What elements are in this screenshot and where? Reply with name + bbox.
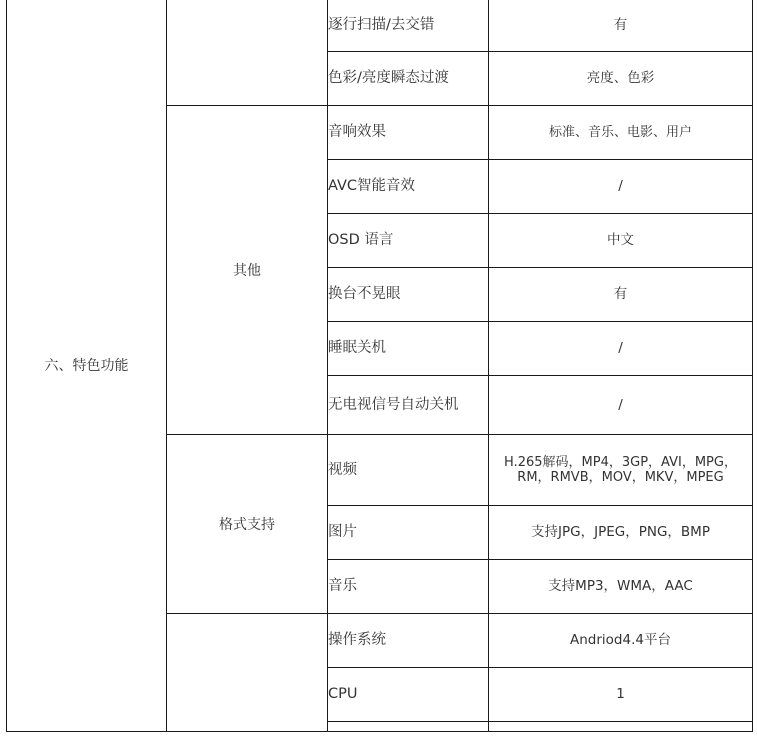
feature-value: 支持MP3，WMA，AAC [548, 578, 693, 594]
table-row [7, 0, 753, 52]
value-cell [489, 376, 753, 435]
feature-cell [328, 614, 489, 668]
feature-name: 音乐 [328, 578, 357, 594]
feature-cell [328, 435, 489, 506]
value-cell [489, 435, 753, 506]
feature-cell [328, 506, 489, 560]
feature-value: 有 [613, 16, 628, 33]
spec-table [6, 0, 753, 732]
feature-name: 视频 [328, 461, 357, 478]
value-cell [489, 722, 753, 732]
feature-name: 换台不晃眼 [328, 286, 401, 302]
value-cell [489, 0, 753, 52]
feature-value: 标准、音乐、电影、用户 [548, 125, 692, 140]
feature-name: 无电视信号自动关机 [328, 396, 459, 413]
group-label-cell [167, 614, 328, 732]
feature-cell [328, 668, 489, 722]
feature-cell [328, 106, 489, 160]
group-label: 其他 [233, 263, 261, 279]
group-label: 格式支持 [219, 517, 275, 533]
value-cell [489, 268, 753, 322]
feature-name: AVC智能音效 [328, 178, 416, 194]
feature-value: / [618, 340, 623, 356]
feature-cell [328, 560, 489, 614]
feature-name: 色彩/亮度瞬态过渡 [328, 70, 449, 86]
feature-value: H.265解码，MP4，3GP，AVI，MPG，RM，RMVB，MOV，MKV，MPEG [504, 455, 737, 485]
section-label-cell [7, 0, 167, 732]
feature-value: / [618, 178, 623, 194]
value-cell [489, 322, 753, 376]
feature-value: 有 [613, 286, 628, 302]
feature-cell [328, 0, 489, 52]
feature-cell [328, 52, 489, 106]
feature-cell [328, 268, 489, 322]
feature-value: 中文 [607, 232, 634, 248]
feature-name: 音响效果 [328, 124, 386, 140]
feature-name: CPU [328, 686, 358, 702]
feature-name: 逐行扫描/去交错 [328, 16, 435, 33]
feature-cell [328, 322, 489, 376]
value-cell [489, 160, 753, 214]
group-label-cell [167, 0, 328, 106]
feature-cell [328, 160, 489, 214]
feature-name: 操作系统 [328, 632, 386, 648]
value-cell [489, 506, 753, 560]
feature-cell [328, 722, 489, 732]
feature-value: 亮度、色彩 [586, 70, 655, 86]
value-cell [489, 214, 753, 268]
group-label-cell [167, 435, 328, 614]
feature-cell [328, 376, 489, 435]
feature-name: 图片 [328, 524, 357, 540]
section-label: 六、特色功能 [44, 358, 129, 374]
value-cell [489, 106, 753, 160]
value-cell [489, 560, 753, 614]
value-cell [489, 614, 753, 668]
feature-cell [328, 214, 489, 268]
feature-value: 支持JPG，JPEG，PNG，BMP [531, 524, 710, 540]
feature-value: Andriod4.4平台 [570, 632, 671, 648]
value-cell [489, 668, 753, 722]
feature-value: 1 [616, 686, 625, 702]
feature-name: 睡眠关机 [328, 340, 386, 356]
value-cell [489, 52, 753, 106]
feature-value: / [618, 396, 623, 413]
group-label-cell [167, 106, 328, 435]
feature-name: OSD 语言 [328, 232, 394, 248]
